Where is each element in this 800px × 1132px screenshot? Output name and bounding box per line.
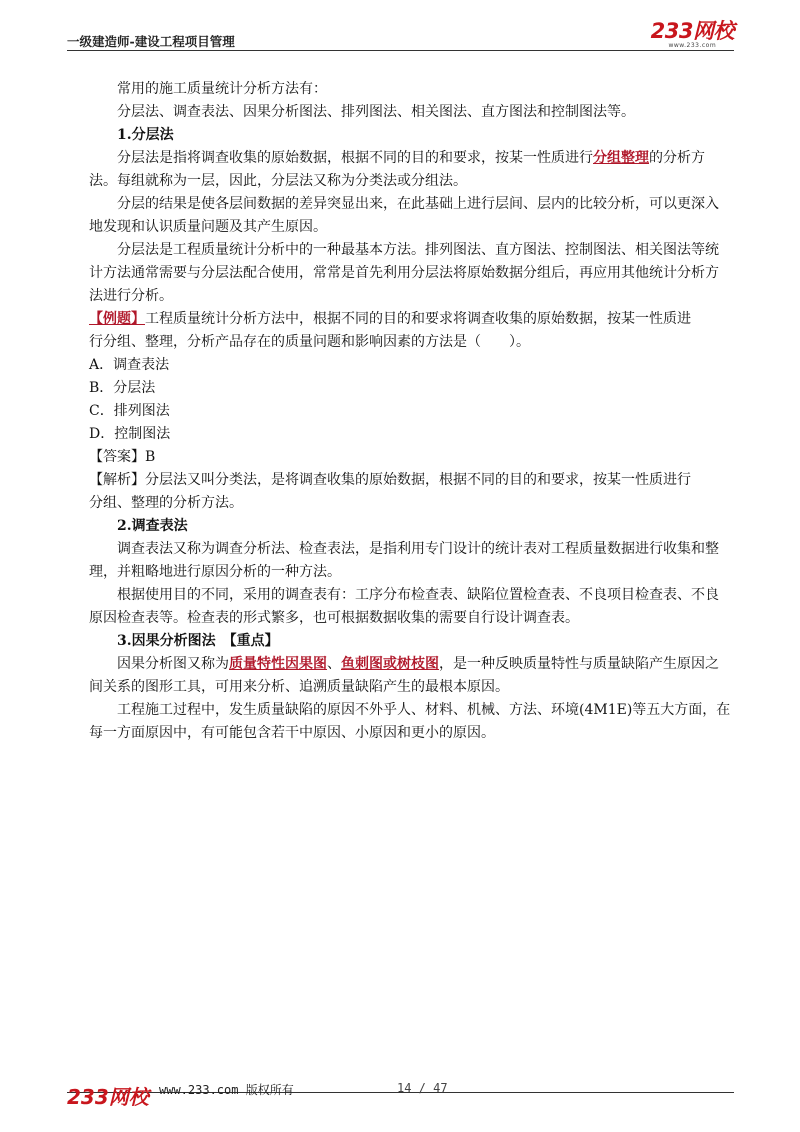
option-d: D．控制图法 [89,426,171,442]
option-a: A．调查表法 [89,357,170,373]
footer-site [159,1081,294,1098]
paragraph: 根据使用目的不同，采用的调查表有：工序分布检查表、缺陷位置检查表、不良项目检查表、不良 [117,587,719,603]
paragraph: 地发现和认识质量问题及其产生原因。 [89,219,327,235]
analysis-cont: 分组、整理的分析方法。 [89,495,243,511]
document-body [89,78,735,745]
paragraph: 间关系的图形工具，可用来分析、追溯质量缺陷产生的最根本原因。 [89,679,509,695]
paragraph: 工程施工过程中，发生质量缺陷的原因不外乎人、材料、机械、方法、环境(4M1E)等五大方面，在 [117,702,731,718]
header-title: 一级建造师-建设工程项目管理 [67,34,235,49]
link-cause-effect-diagram[interactable]: 质量特性因果图 [229,656,327,672]
copyright: 版权所有 [245,1083,294,1097]
methods-list: 分层法、调查表法、因果分析图法、排列图法、相关图法、直方图法和控制图法等。 [117,104,635,120]
example-tag[interactable]: 【例题】 [89,311,145,327]
paragraph: 调查表法又称为调查分析法、检查表法，是指利用专门设计的统计表对工程质量数据进行收集和整 [117,541,719,557]
option-c: C．排列图法 [89,403,170,419]
section-2-title: 2.调查表法 [117,518,188,534]
link-group-sort[interactable]: 分组整理 [593,150,649,166]
logo-url: www.233.com [668,42,717,49]
paragraph: 原因检查表等。检查表的形式繁多，也可根据数据收集的需要自行设计调查表。 [89,610,579,626]
option-b: B．分层法 [89,380,156,396]
page-number: 14 / 47 [397,1081,448,1095]
logo-text: 233网校 [650,19,734,43]
intro-line: 常用的施工质量统计分析方法有： [117,81,327,97]
paragraph: 法进行分析。 [89,288,173,304]
site-url[interactable]: www.233.com [159,1083,239,1097]
answer: 【答案】B [89,449,156,465]
example-question-cont: 行分组、整理，分析产品存在的质量问题和影响因素的方法是（ ）。 [89,334,530,350]
footer-logo[interactable]: 233网校 [67,1085,149,1109]
paragraph: 每一方面原因中，有可能包含若干中原因、小原因和更小的原因。 [89,725,495,741]
paragraph: 计方法通常需要与分层法配合使用，常常是首先利用分层法将原始数据分组后，再应用其他统计分析方 [89,265,719,281]
analysis: 【解析】分层法又叫分类法，是将调查收集的原始数据，根据不同的目的和要求，按某一性质进行 [89,472,691,488]
page-header [67,19,734,51]
paragraph: 分层的结果是使各层间数据的差异突显出来，在此基础上进行层间、层内的比较分析，可以更深入 [117,196,719,212]
page-footer [67,1081,734,1119]
brand-logo[interactable] [651,20,734,49]
paragraph: 理，并粗略地进行原因分析的一种方法。 [89,564,341,580]
section-3-title: 3.因果分析图法 【重点】 [117,633,279,649]
paragraph: 因果分析图又称为质量特性因果图、鱼刺图或树枝图，是一种反映质量特性与质量缺陷产生原因之 [117,656,719,672]
example-question: 【例题】工程质量统计分析方法中，根据不同的目的和要求将调查收集的原始数据，按某一性质进 [89,311,691,327]
paragraph: 分层法是指将调查收集的原始数据，根据不同的目的和要求，按某一性质进行分组整理的分析方 [117,150,705,166]
paragraph: 分层法是工程质量统计分析中的一种最基本方法。排列图法、直方图法、控制图法、相关图法等统 [117,242,719,258]
paragraph: 法。每组就称为一层，因此，分层法又称为分类法或分组法。 [89,173,467,189]
link-fishbone-diagram[interactable]: 鱼刺图或树枝图 [341,656,439,672]
section-1-title: 1.分层法 [117,127,174,143]
